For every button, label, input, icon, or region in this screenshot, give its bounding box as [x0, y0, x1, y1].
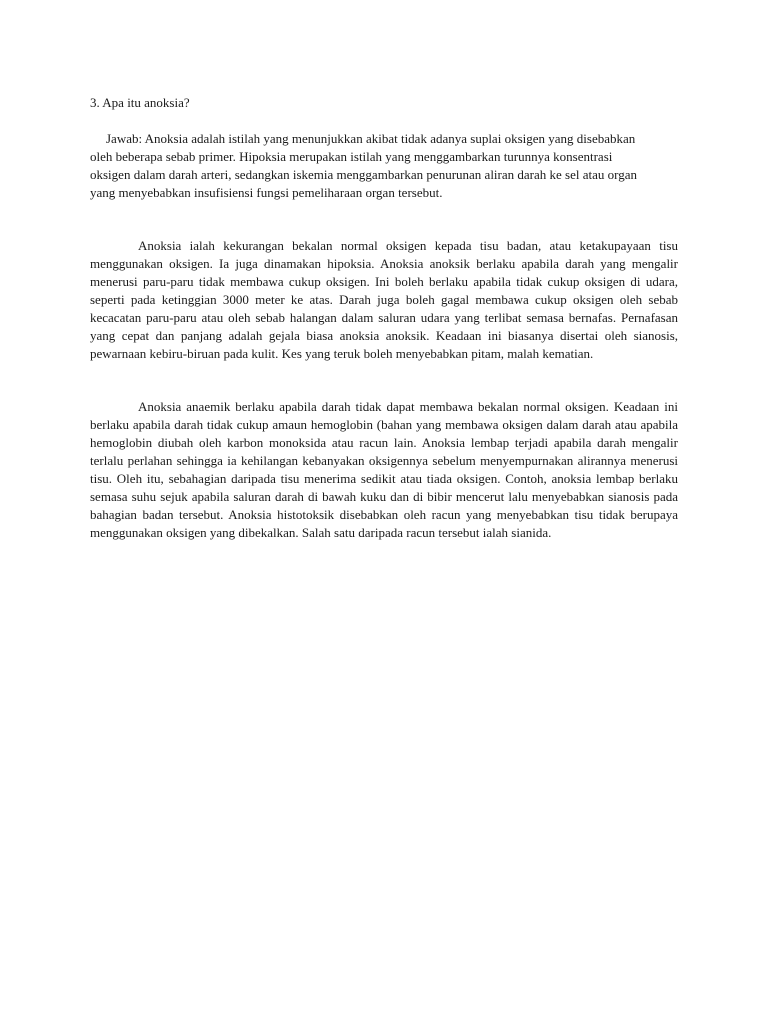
question-heading: 3. Apa itu anoksia? — [90, 95, 190, 110]
answer-paragraph: Jawab: Anoksia adalah istilah yang menunjukkan akibat tidak adanya suplai oksigen yang disebabkan oleh beberapa sebab primer. Hipoksia merupakan istilah yang menggambarkan turunnya konsentrasi oksigen dalam darah arteri, sedangkan iskemia menggambarkan penurunan aliran darah ke sel atau organ yang menyebabkan insufisiensi fungsi pemeliharaan organ tersebut. — [90, 131, 637, 200]
body-paragraph-2: Anoksia anaemik berlaku apabila darah tidak dapat membawa bekalan normal oksigen. Keadaan ini berlaku apabila darah tidak cukup amaun hemoglobin (bahan yang membawa oksigen dalam darah atau apabila hemoglobin diubah oleh karbon monoksida atau racun lain. Anoksia lembap terjadi apabila darah mengalir terlalu perlahan sehingga ia kehilangan kebanyakan oksigennya sebelum menyempurnakan alirannya menerusi tisu. Oleh itu, sebahagian daripada tisu menerima sedikit atau tiada oksigen. Contoh, anoksia lembap berlaku semasa suhu sejuk apabila saluran darah di bawah kuku dan di bibir mencerut lalu menyebabkan sianosis pada bahagian badan tersebut. Anoksia histotoksik disebabkan oleh racun yang menyebabkan tisu tidak berupaya menggunakan oksigen yang dibekalkan. Salah satu daripada racun tersebut ialah sianida. — [90, 399, 678, 540]
body-paragraph-1: Anoksia ialah kekurangan bekalan normal oksigen kepada tisu badan, atau ketakupayaan tisu menggunakan oksigen. Ia juga dinamakan hipoksia. Anoksia anoksik berlaku apabila darah yang mengalir menerusi paru-paru tidak membawa cukup oksigen. Ini boleh berlaku apabila tidak cukup oksigen di udara, seperti pada ketinggian 3000 meter ke atas. Darah juga boleh gagal membawa cukup oksigen oleh sebab kecacatan paru-paru atau oleh sebab halangan dalam saluran udara yang terlibat semasa bernafas. Pernafasan yang cepat dan panjang adalah gejala biasa anoksia anoksik. Keadaan ini biasanya disertai oleh sianosis, pewarnaan kebiru-biruan pada kulit. Kes yang teruk boleh menyebabkan pitam, malah kematian. — [90, 238, 678, 361]
